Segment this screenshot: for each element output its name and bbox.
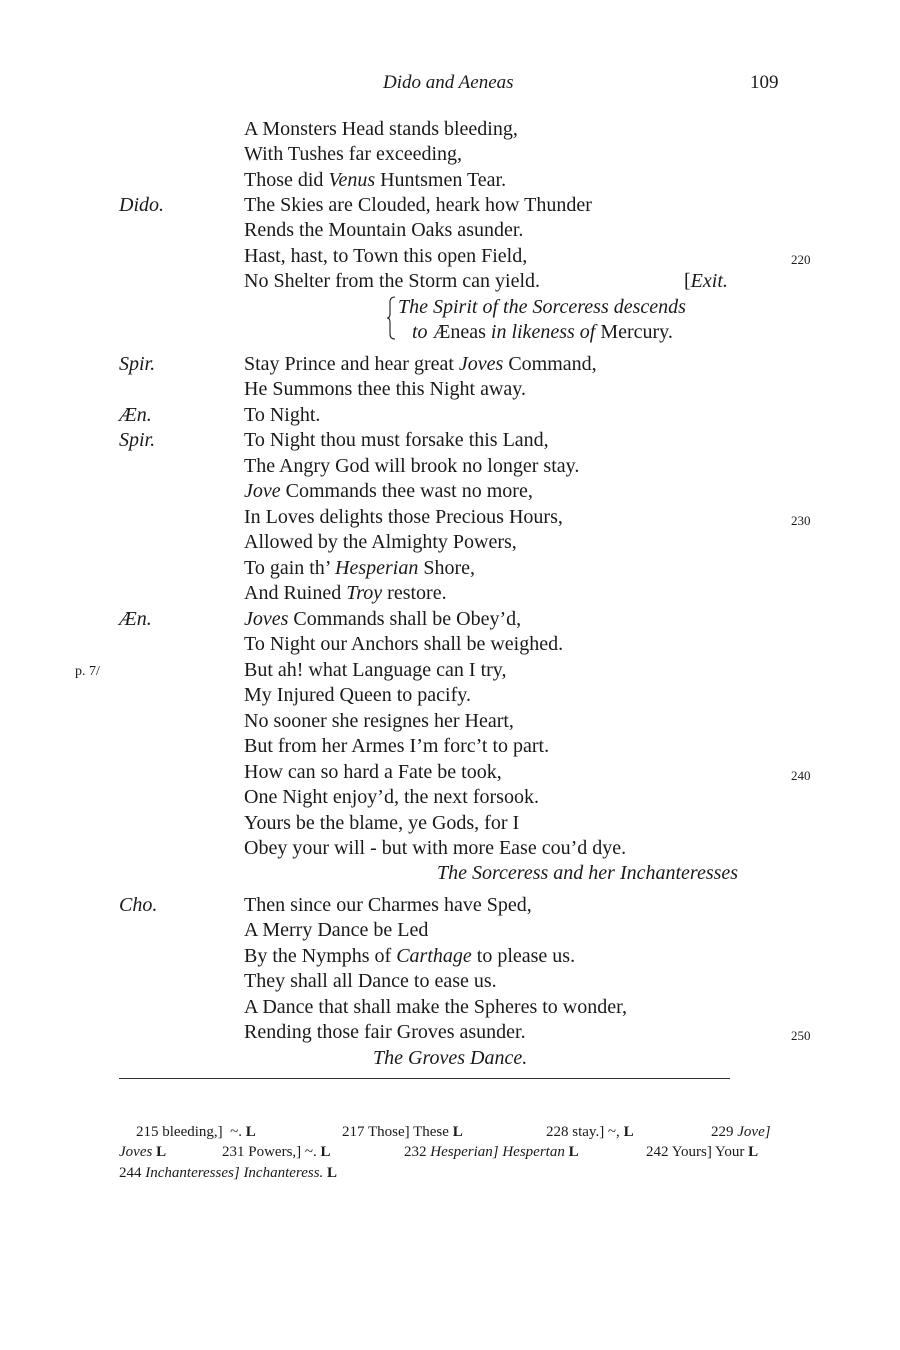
footnote-entry: Joves L: [119, 1144, 167, 1160]
verse-line: Yours be the blame, ye Gods, for I: [244, 812, 520, 834]
page-number: 109: [750, 72, 779, 93]
verse-line: To Night thou must forsake this Land,: [244, 429, 549, 451]
speaker-aeneas: Æn.: [119, 404, 152, 426]
stage-direction-groves-dance: The Groves Dance.: [373, 1047, 528, 1069]
verse-line: To Night.: [244, 404, 321, 426]
verse-line: Joves Commands shall be Obey’d,: [244, 608, 522, 630]
footnote-entry: 217 Those] These L: [342, 1124, 463, 1140]
verse-line: To gain th’ Hesperian Shore,: [244, 557, 475, 579]
speaker-dido: Dido.: [119, 194, 164, 216]
verse-line: A Merry Dance be Led: [244, 919, 429, 941]
line-number: 230: [791, 513, 811, 528]
footnote-entry: 228 stay.] ~, L: [546, 1124, 634, 1140]
margin-page-reference: p. 7/: [75, 664, 100, 679]
footnote-entry: 242 Yours] Your L: [646, 1144, 759, 1160]
speaker-spirit: Spir.: [119, 429, 156, 451]
brace-icon: [386, 296, 396, 340]
verse-line: A Monsters Head stands bleeding,: [244, 118, 518, 140]
verse-line: They shall all Dance to ease us.: [244, 970, 497, 992]
footnote-entry: 215 bleeding,] ~. L: [136, 1124, 256, 1140]
speaker-chorus: Cho.: [119, 894, 158, 916]
verse-line: Hast, hast, to Town this open Field,: [244, 245, 528, 267]
verse-line: My Injured Queen to pacify.: [244, 684, 471, 706]
footnote-entry: 229 Jove]: [711, 1124, 771, 1140]
verse-line: The Angry God will brook no longer stay.: [244, 455, 580, 477]
verse-line: Stay Prince and hear great Joves Command,: [244, 353, 597, 375]
verse-line: With Tushes far exceeding,: [244, 143, 463, 165]
verse-line: A Dance that shall make the Spheres to wonder,: [244, 996, 627, 1018]
footnote-entry: 232 Hesperian] Hespertan L: [404, 1144, 579, 1160]
footnote-divider: [119, 1078, 730, 1079]
verse-line: And Ruined Troy restore.: [244, 582, 447, 604]
verse-line: To Night our Anchors shall be weighed.: [244, 633, 564, 655]
verse-line: He Summons thee this Night away.: [244, 378, 527, 400]
stage-direction-sorceress: The Sorceress and her Inchanteresses: [437, 862, 739, 884]
verse-line: No Shelter from the Storm can yield.: [244, 270, 541, 292]
verse-line: But from her Armes I’m forc’t to part.: [244, 735, 550, 757]
line-number: 240: [791, 768, 811, 783]
verse-line: Obey your will - but with more Ease cou’d dye.: [244, 837, 627, 859]
verse-line: In Loves delights those Precious Hours,: [244, 506, 563, 528]
verse-line: But ah! what Language can I try,: [244, 659, 507, 681]
stage-direction-exit: [Exit.: [684, 270, 728, 292]
verse-line: How can so hard a Fate be took,: [244, 761, 502, 783]
line-number: 220: [791, 252, 811, 267]
verse-line: The Skies are Clouded, heark how Thunder: [244, 194, 592, 216]
verse-line: Allowed by the Almighty Powers,: [244, 531, 517, 553]
running-title: Dido and Aeneas: [383, 72, 514, 93]
verse-line: One Night enjoy’d, the next forsook.: [244, 786, 539, 808]
verse-line: Jove Commands thee wast no more,: [244, 480, 533, 502]
speaker-spirit: Spir.: [119, 353, 156, 375]
verse-line: By the Nymphs of Carthage to please us.: [244, 945, 576, 967]
verse-line: Those did Venus Huntsmen Tear.: [244, 169, 507, 191]
line-number: 250: [791, 1028, 811, 1043]
stage-direction-spirit: The Spirit of the Sorceress descends: [398, 296, 686, 318]
verse-line: No sooner she resignes her Heart,: [244, 710, 514, 732]
stage-direction-spirit-2: to Æneas in likeness of Mercury.: [412, 321, 673, 343]
verse-line: Rending those fair Groves asunder.: [244, 1021, 526, 1043]
verse-line: Rends the Mountain Oaks asunder.: [244, 219, 524, 241]
footnote-entry: 231 Powers,] ~. L: [222, 1144, 331, 1160]
speaker-aeneas: Æn.: [119, 608, 152, 630]
footnote-entry: 244 Inchanteresses] Inchanteress. L: [119, 1165, 338, 1181]
verse-line: Then since our Charmes have Sped,: [244, 894, 532, 916]
